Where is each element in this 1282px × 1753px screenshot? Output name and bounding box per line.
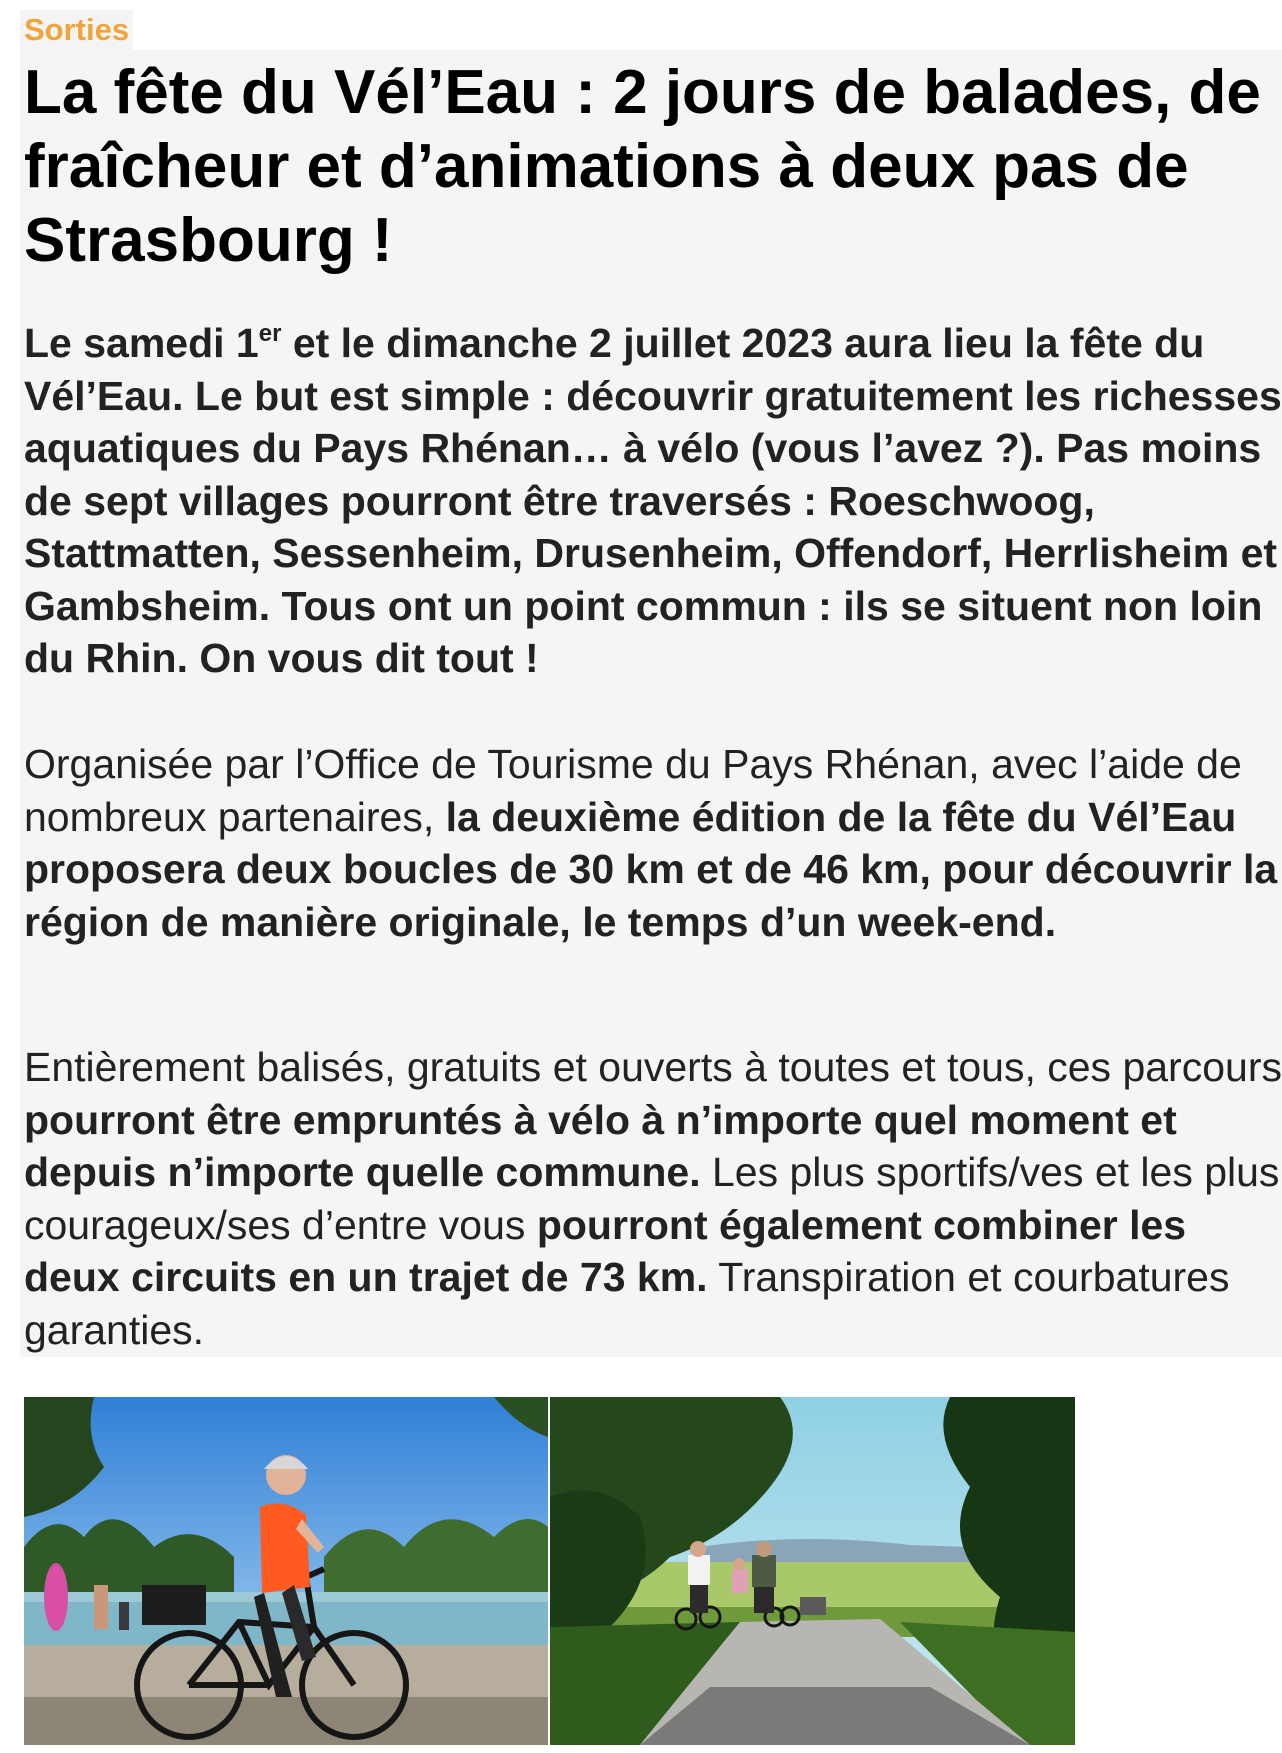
paragraph-text: Les plus sportifs/ves et les plus courageux/ses d’entre vous (24, 1149, 1280, 1248)
article-lead (24, 317, 1282, 685)
article-headline: La fête du Vél’Eau : 2 jours de balades, de fraîcheur et d’animations à deux pas de Strasbourg ! (24, 58, 1261, 275)
photo-cyclist-beach[interactable] (24, 1397, 548, 1745)
lead-superscript: er (258, 320, 282, 347)
paragraph-highlight: pourront être empruntés à vélo à n’importe quel moment et depuis n’importe quelle commune. (24, 1096, 1177, 1195)
article-paragraph-organisation (24, 738, 1282, 948)
lead-text-rest: et le dimanche 2 juillet 2023 aura lieu la fête du Vél’Eau. Le but est simple : découvrir gratuitement les richesses aquatiques du Pays Rhénan… à vélo (vous l’avez ?). Pas moins de sept villages pourront être traversés : Roeschwoog, Stattmatten, Sessenheim, Drusenheim, Offendorf, Herrlisheim et Gambsheim. Tous ont un point commun : ils se situent non loin du Rhin. On vous dit tout ! (24, 320, 1282, 681)
category-label[interactable]: Sorties (20, 10, 133, 50)
paragraph-text: Entièrement balisés, gratuits et ouverts à toutes et tous, ces parcours (24, 1044, 1282, 1090)
paragraph-highlight: pourront également combiner les deux circuits en un trajet de 73 km. (24, 1201, 1187, 1300)
photo-cyclists-road[interactable] (550, 1397, 1075, 1745)
paragraph-highlight: la deuxième édition de la fête du Vél’Eau proposera deux boucles de 30 km et de 46 km, pour découvrir la région de manière originale, le temps d’un week-end. (24, 793, 1278, 945)
lead-text-start: Le samedi 1 (24, 320, 259, 366)
paragraph-text: Transpiration et courbatures garanties. (24, 1254, 1230, 1353)
paragraph-text: Organisée par l’Office de Tourisme du Pays Rhénan, avec l’aide de nombreux partenaires, (24, 741, 1242, 840)
article-paragraph-routes (24, 1041, 1282, 1356)
